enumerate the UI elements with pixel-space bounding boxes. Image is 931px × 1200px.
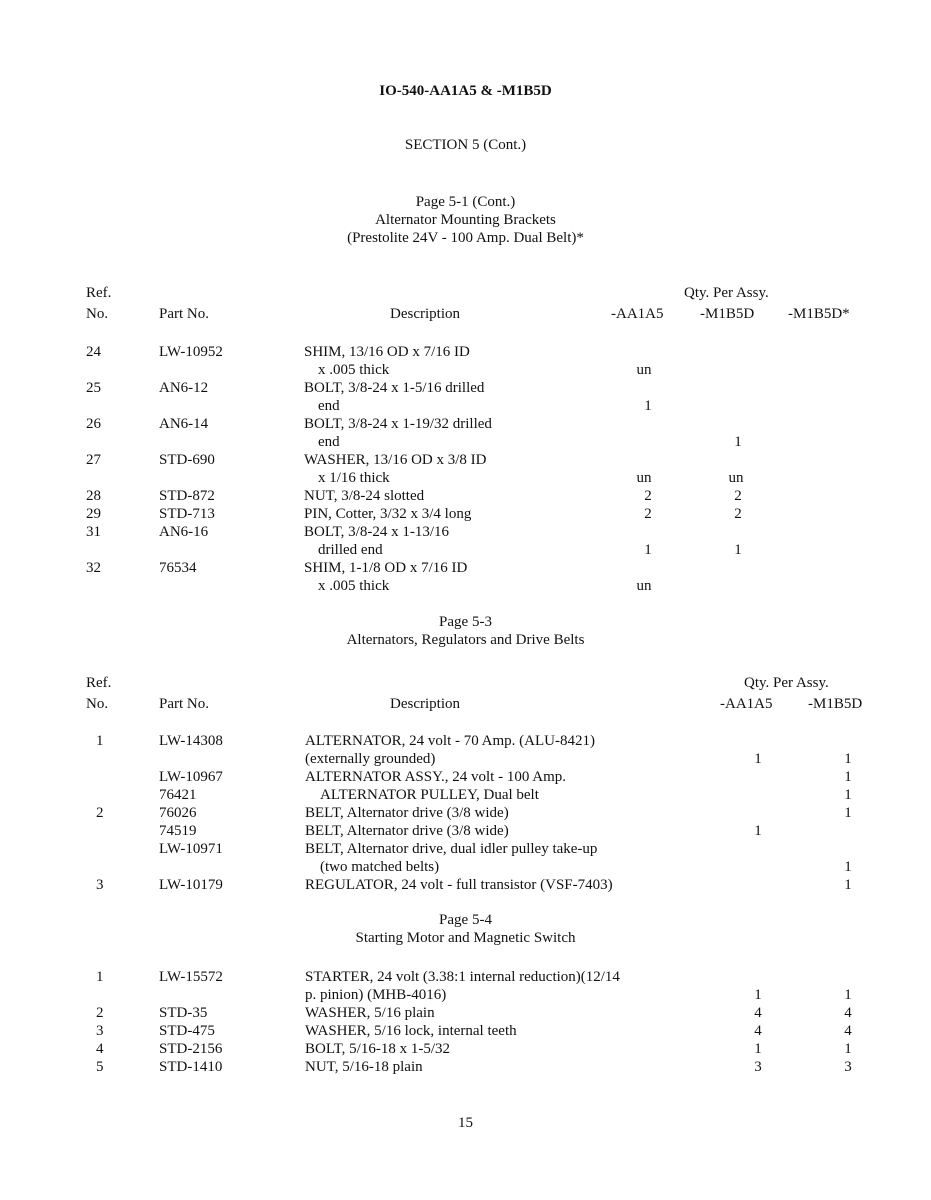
sec3-page-ref: Page 5-4 bbox=[439, 912, 492, 928]
qty-m1b5d: 1 bbox=[844, 769, 852, 785]
sec2-page-ref: Page 5-3 bbox=[439, 614, 492, 630]
ref-number: 32 bbox=[86, 560, 101, 576]
document-model-title: IO-540-AA1A5 & -M1B5D bbox=[379, 83, 552, 99]
ref-number: 3 bbox=[96, 877, 104, 893]
ref-number: 26 bbox=[86, 416, 101, 432]
sec1-page-ref: Page 5-1 (Cont.) bbox=[415, 194, 516, 210]
part-number: STD-872 bbox=[159, 488, 215, 504]
sec3-title: Starting Motor and Magnetic Switch bbox=[355, 930, 576, 946]
qty-m1b5d: 4 bbox=[844, 1023, 852, 1039]
qty-aa1a5: 4 bbox=[754, 1023, 762, 1039]
description: BELT, Alternator drive (3/8 wide) bbox=[305, 823, 509, 839]
sec1-header-part: Part No. bbox=[159, 306, 209, 322]
ref-number: 31 bbox=[86, 524, 101, 540]
section-heading: SECTION 5 (Cont.) bbox=[404, 137, 527, 153]
qty-m1b5d: 4 bbox=[844, 1005, 852, 1021]
part-number: AN6-14 bbox=[159, 416, 209, 432]
description: ALTERNATOR ASSY., 24 volt - 100 Amp. bbox=[305, 769, 567, 785]
ref-number: 1 bbox=[96, 733, 104, 749]
description: STARTER, 24 volt (3.38:1 internal reduction)(12/14 bbox=[305, 969, 620, 985]
ref-number: 4 bbox=[96, 1041, 104, 1057]
part-number: LW-10179 bbox=[159, 877, 223, 893]
part-number: 74519 bbox=[159, 823, 197, 839]
description-cont: end bbox=[318, 398, 340, 414]
qty-m1b5d: 1 bbox=[844, 751, 852, 767]
part-number: STD-1410 bbox=[159, 1059, 223, 1075]
sec2-header-col2: -M1B5D bbox=[808, 696, 863, 712]
description-cont: end bbox=[318, 434, 340, 450]
description: BELT, Alternator drive, dual idler pulley take-up bbox=[305, 841, 598, 857]
sec1-title: Alternator Mounting Brackets bbox=[375, 212, 556, 228]
ref-number: 2 bbox=[96, 805, 104, 821]
qty-m1b5d: 1 bbox=[844, 787, 852, 803]
description: REGULATOR, 24 volt - full transistor (VSF-7403) bbox=[305, 877, 613, 893]
qty-aa1a5: 1 bbox=[754, 751, 762, 767]
ref-number: 3 bbox=[96, 1023, 104, 1039]
description: BOLT, 3/8-24 x 1-19/32 drilled bbox=[304, 416, 492, 432]
description-cont: p. pinion) (MHB-4016) bbox=[305, 987, 447, 1003]
description: SHIM, 1-1/8 OD x 7/16 ID bbox=[304, 560, 468, 576]
ref-number: 1 bbox=[96, 969, 104, 985]
description: BOLT, 3/8-24 x 1-13/16 bbox=[304, 524, 449, 540]
sec1-header-col3: -M1B5D* bbox=[788, 306, 850, 322]
page-number: 15 bbox=[458, 1115, 473, 1131]
description: ALTERNATOR PULLEY, Dual belt bbox=[320, 787, 539, 803]
part-number: LW-10952 bbox=[159, 344, 223, 360]
sec2-header-ref: Ref. bbox=[86, 675, 112, 691]
description-cont: x .005 thick bbox=[318, 578, 390, 594]
qty-m1b5d: 3 bbox=[844, 1059, 852, 1075]
part-number: STD-475 bbox=[159, 1023, 215, 1039]
sec2-header-no: No. bbox=[86, 696, 109, 712]
sec1-header-desc: Description bbox=[390, 306, 460, 322]
sec1-header-no: No. bbox=[86, 306, 109, 322]
part-number: LW-10967 bbox=[159, 769, 223, 785]
sec1-header-col1: -AA1A5 bbox=[611, 306, 664, 322]
part-number: 76026 bbox=[159, 805, 197, 821]
part-number: AN6-16 bbox=[159, 524, 209, 540]
ref-number: 5 bbox=[96, 1059, 104, 1075]
qty-aa1a5: 1 bbox=[754, 823, 762, 839]
qty-aa1a5: un bbox=[636, 362, 652, 378]
sec2-header-col1: -AA1A5 bbox=[720, 696, 773, 712]
qty-m1b5d: 1 bbox=[844, 859, 852, 875]
description: WASHER, 5/16 plain bbox=[305, 1005, 435, 1021]
description: SHIM, 13/16 OD x 7/16 ID bbox=[304, 344, 470, 360]
sec2-title: Alternators, Regulators and Drive Belts bbox=[346, 632, 585, 648]
description: PIN, Cotter, 3/32 x 3/4 long bbox=[304, 506, 472, 522]
description: BOLT, 5/16-18 x 1-5/32 bbox=[305, 1041, 450, 1057]
qty-aa1a5: 1 bbox=[754, 987, 762, 1003]
qty-aa1a5: un bbox=[636, 470, 652, 486]
description-cont: drilled end bbox=[318, 542, 383, 558]
sec1-header-col2: -M1B5D bbox=[700, 306, 755, 322]
sec1-header-ref: Ref. bbox=[86, 285, 112, 301]
description: NUT, 5/16-18 plain bbox=[305, 1059, 423, 1075]
sec2-header-part: Part No. bbox=[159, 696, 209, 712]
ref-number: 2 bbox=[96, 1005, 104, 1021]
part-number: LW-10971 bbox=[159, 841, 223, 857]
ref-number: 24 bbox=[86, 344, 101, 360]
part-number: LW-15572 bbox=[159, 969, 223, 985]
part-number: STD-713 bbox=[159, 506, 215, 522]
qty-m1b5d: un bbox=[728, 470, 744, 486]
qty-m1b5d: 1 bbox=[844, 1041, 852, 1057]
description: BELT, Alternator drive (3/8 wide) bbox=[305, 805, 509, 821]
qty-aa1a5: 3 bbox=[754, 1059, 762, 1075]
description: NUT, 3/8-24 slotted bbox=[304, 488, 425, 504]
description-cont: x .005 thick bbox=[318, 362, 390, 378]
sec1-subtitle: (Prestolite 24V - 100 Amp. Dual Belt)* bbox=[347, 230, 584, 246]
part-number: 76534 bbox=[159, 560, 197, 576]
part-number: 76421 bbox=[159, 787, 197, 803]
part-number: LW-14308 bbox=[159, 733, 223, 749]
part-number: STD-35 bbox=[159, 1005, 208, 1021]
description-cont: x 1/16 thick bbox=[318, 470, 390, 486]
qty-aa1a5: 2 bbox=[644, 506, 652, 522]
qty-aa1a5: 1 bbox=[754, 1041, 762, 1057]
qty-m1b5d: 1 bbox=[734, 434, 742, 450]
description: WASHER, 13/16 OD x 3/8 ID bbox=[304, 452, 487, 468]
description: WASHER, 5/16 lock, internal teeth bbox=[305, 1023, 517, 1039]
qty-aa1a5: un bbox=[636, 578, 652, 594]
description: ALTERNATOR, 24 volt - 70 Amp. (ALU-8421) bbox=[305, 733, 595, 749]
ref-number: 29 bbox=[86, 506, 101, 522]
ref-number: 27 bbox=[86, 452, 101, 468]
part-number: AN6-12 bbox=[159, 380, 209, 396]
sec2-header-desc: Description bbox=[390, 696, 460, 712]
qty-aa1a5: 4 bbox=[754, 1005, 762, 1021]
description-cont: (externally grounded) bbox=[305, 751, 436, 767]
qty-m1b5d: 1 bbox=[844, 877, 852, 893]
qty-aa1a5: 2 bbox=[644, 488, 652, 504]
qty-aa1a5: 1 bbox=[644, 398, 652, 414]
qty-m1b5d: 2 bbox=[734, 506, 742, 522]
qty-m1b5d: 2 bbox=[734, 488, 742, 504]
sec2-header-qty: Qty. Per Assy. bbox=[744, 675, 829, 691]
qty-m1b5d: 1 bbox=[844, 987, 852, 1003]
qty-m1b5d: 1 bbox=[844, 805, 852, 821]
ref-number: 25 bbox=[86, 380, 101, 396]
qty-m1b5d: 1 bbox=[734, 542, 742, 558]
ref-number: 28 bbox=[86, 488, 101, 504]
qty-aa1a5: 1 bbox=[644, 542, 652, 558]
sec1-header-qty: Qty. Per Assy. bbox=[684, 285, 769, 301]
part-number: STD-2156 bbox=[159, 1041, 223, 1057]
description: BOLT, 3/8-24 x 1-5/16 drilled bbox=[304, 380, 485, 396]
description-cont: (two matched belts) bbox=[320, 859, 440, 875]
part-number: STD-690 bbox=[159, 452, 215, 468]
